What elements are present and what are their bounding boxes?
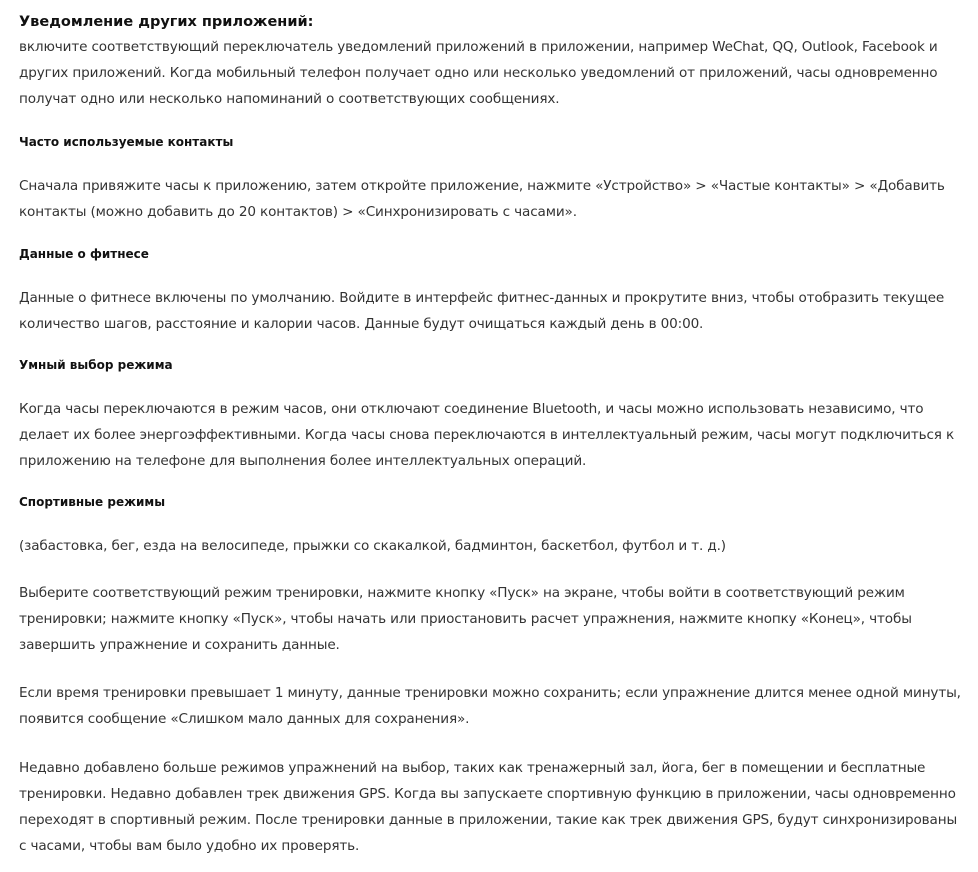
- sports-heading: Спортивные режимы: [19, 495, 166, 509]
- fitness-paragraph: Данные о фитнесе включены по умолчанию. Войдите в интерфейс фитнес-данных и прокрутите вниз, чтобы отобразить текущее количество шагов, расстояние и калории часов. Данные будут очищаться каждый день в 00:00.: [19, 290, 945, 332]
- sports-list: (забастовка, бег, езда на велосипеде, прыжки со скакалкой, бадминтон, баскетбол, футбол и т. д.): [19, 538, 726, 554]
- sports-paragraph-start: Выберите соответствующий режим тренировки, нажмите кнопку «Пуск» на экране, чтобы войти в соответствующий режим тренировки; нажмите кнопку «Пуск», чтобы начать или приостановить расчет упражнения, нажмите кнопку «Конец», чтобы завершить упражнение и сохранить данные.: [19, 585, 912, 653]
- sports-paragraph-save: Если время тренировки превышает 1 минуту, данные тренировки можно сохранить; если упражнение длится менее одной минуты, появится сообщение «Слишком мало данных для сохранения».: [19, 685, 961, 727]
- contacts-heading: Часто используемые контакты: [19, 135, 234, 149]
- sports-paragraph-gps: Недавно добавлено больше режимов упражнений на выбор, таких как тренажерный зал, йога, бег в помещении и бесплатные тренировки. Недавно добавлен трек движения GPS. Когда вы запускаете спортивную функцию в приложении, часы одновременно переходят в спортивный режим. После тренировки данные в приложении, такие как трек движения GPS, будут синхронизированы с часами, чтобы вам было удобно их проверять.: [19, 760, 958, 854]
- mode-paragraph: Когда часы переключаются в режим часов, они отключают соединение Bluetooth, и часы можно использовать независимо, что делает их более энергоэффективными. Когда часы снова переключаются в интеллектуальный режим, часы могут подключиться к приложению на телефоне для выполнения более интеллектуальных операций.: [19, 401, 955, 469]
- contacts-paragraph: Сначала привяжите часы к приложению, затем откройте приложение, нажмите «Устройство» > «Частые контакты» > «Добавить контакты (можно добавить до 20 контактов) > «Синхронизировать с часами».: [19, 178, 945, 220]
- notifications-title: Уведомление других приложений:: [19, 14, 314, 30]
- notifications-paragraph: включите соответствующий переключатель уведомлений приложений в приложении, например WeChat, QQ, Outlook, Facebook и других приложений. Когда мобильный телефон получает одно или несколько уведомлений от приложений, часы одновременно получат одно или несколько напоминаний о соответствующих сообщениях.: [19, 39, 938, 107]
- mode-heading: Умный выбор режима: [19, 358, 173, 372]
- fitness-heading: Данные о фитнесе: [19, 247, 149, 261]
